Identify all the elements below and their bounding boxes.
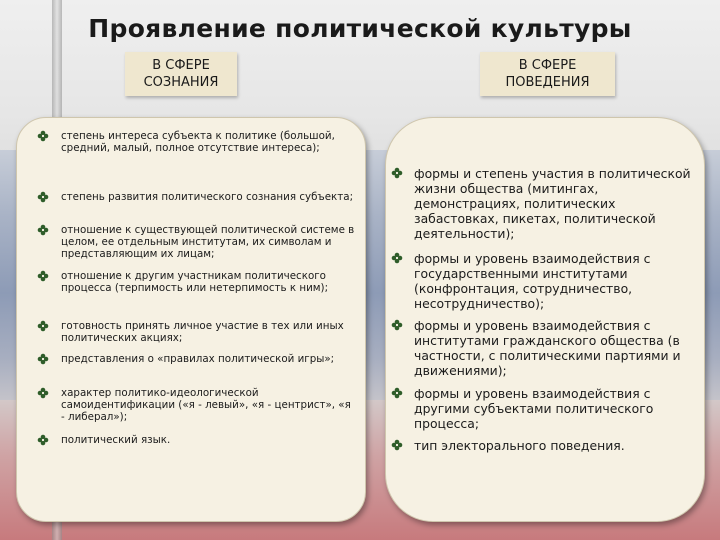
- list-item: степень интереса субъекта к политике (большой, средний, малый, полное отсутствие интереса);: [37, 130, 357, 154]
- list-item: формы и степень участия в политической жизни общества (митингах, демонстрациях, политических забастовках, пикетах, политической деятельности);: [389, 166, 694, 241]
- list-item: характер политико-идеологической самоидентификации («я - левый», «я - центрист», «я - либерал»);: [37, 387, 357, 423]
- list-item: готовность принять личное участие в тех или иных политических акциях;: [37, 320, 357, 344]
- diamond-bullet-icon: [37, 224, 49, 236]
- header-behavior: [480, 52, 615, 96]
- panel-consciousness: [16, 117, 366, 522]
- list-item: формы и уровень взаимодействия с другими субъектами политического процесса;: [389, 386, 694, 431]
- diamond-bullet-icon: [391, 167, 403, 179]
- list-item: формы и уровень взаимодействия с государственными институтами (конфронтация, сотрудничество, несотрудничество);: [389, 251, 694, 311]
- list-item: представления о «правилах политической игры»;: [37, 353, 357, 365]
- diamond-bullet-icon: [391, 439, 403, 451]
- header-behavior-label: В СФЕРЕ ПОВЕДЕНИЯ: [505, 58, 590, 90]
- diamond-bullet-icon: [37, 387, 49, 399]
- diamond-bullet-icon: [391, 252, 403, 264]
- list-item: политический язык.: [37, 434, 357, 446]
- list-item: отношение к существующей политической системе в целом, ее отдельным институтам, их символам и представляющим их лицам;: [37, 224, 357, 260]
- list-item: отношение к другим участникам политического процесса (терпимость или нетерпимость к ним);: [37, 270, 357, 294]
- panel-behavior: [385, 117, 705, 522]
- diamond-bullet-icon: [37, 353, 49, 365]
- list-item: тип электорального поведения.: [389, 438, 694, 453]
- slide-title: Проявление политической культуры: [88, 14, 632, 43]
- header-consciousness: [125, 52, 237, 96]
- list-item: степень развития политического сознания субъекта;: [37, 191, 357, 203]
- diamond-bullet-icon: [391, 387, 403, 399]
- diamond-bullet-icon: [391, 319, 403, 331]
- diamond-bullet-icon: [37, 270, 49, 282]
- list-item: формы и уровень взаимодействия с институтами гражданского общества (в частности, с политическими партиями и движениями);: [389, 318, 694, 378]
- header-consciousness-label: В СФЕРЕ СОЗНАНИЯ: [143, 58, 219, 90]
- diamond-bullet-icon: [37, 191, 49, 203]
- diamond-bullet-icon: [37, 434, 49, 446]
- diamond-bullet-icon: [37, 130, 49, 142]
- diamond-bullet-icon: [37, 320, 49, 332]
